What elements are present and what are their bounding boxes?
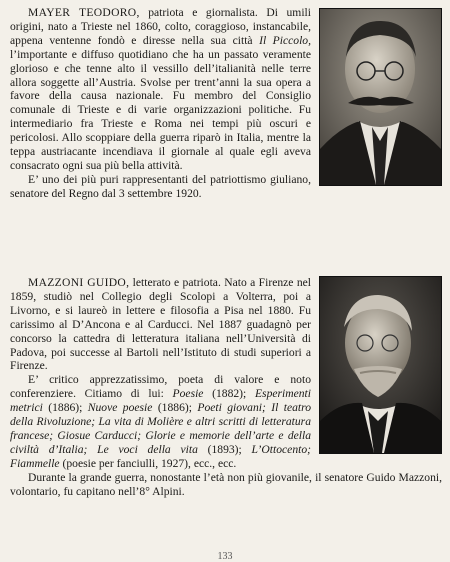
entry-role: letterato e patriota. [129, 276, 221, 289]
portrait-photo-mayer [319, 8, 442, 186]
work-year: (1886); [42, 401, 88, 415]
works-intro: E’ critico apprezzatissimo, poeta di valore e noto conferenziere. Citiamo di lui: [10, 373, 311, 401]
entry-paragraph-2: E’ uno dei più puri rappresentanti del patriottismo giuliano, senatore del Regno dal 3 settembre 1920. [10, 172, 311, 200]
entry-body-cont: l’importante e diffuso quotidiano che ha un passato veramente glorioso e che tenne alto il vessillo dell’italianità nelle terre allora soggette all’Austria. Svolse per trent’anni la sua opera a favore della causa nazionale. Fu membro del Consiglio comunale di Trieste e di varie organizzazioni politiche. Fu intermediario fra Trieste e Roma nei tempi più oscuri e pericolosi. Allo scoppiare della guerra riparò in Italia, mentre la teppa austriacante incendiava il giornale al quale egli aveva consacrato ogni sua più bella attività. [10, 47, 311, 172]
entry-name: MAYER TEODORO, [28, 6, 140, 19]
work-title: Poeti giovani; Il teatro della Rivoluzione; La vita di Molière e altri scritti di letteratura francese; Giosue Carducci; Glorie e memorie dell’arte e della civiltà d’Italia; Le voci della vita [10, 401, 311, 456]
entry-paragraph-3: Durante la grande guerra, nonostante l’età non più giovanile, il senatore Guido Mazzoni, volontario, fu capitano nell’8° Alpini. [10, 470, 442, 498]
work-title: Nuove poesie [87, 401, 153, 415]
newspaper-title: Il Piccolo, [259, 33, 311, 47]
work-title: Poesie [172, 387, 204, 401]
entry-role: patriota e giornalista. [139, 6, 258, 19]
work-title: Esperimenti metrici [10, 387, 311, 415]
work-note: (poesie per fanciulli, 1927), ecc., ecc. [59, 456, 237, 470]
portrait-photo-mazzoni [319, 276, 442, 454]
entry-body: Di umili origini, nato a Trieste nel 1860, colto, coraggioso, instancabile, appena ventenne fondò e diresse nella sua città [10, 6, 311, 47]
entry-name: MAZZONI GUIDO, [28, 276, 130, 289]
work-year: (1882); [203, 387, 255, 401]
entry-mazzoni-guido [10, 276, 442, 499]
work-year: (1893); [197, 442, 252, 456]
entry-body: Nato a Firenze nel 1859, studiò nel Collegio degli Scolopi a Volterra, poi a Livorno, e si laureò in lettere e filosofia a Pisa nel 1880. Fu carissimo al D’Ancona e al Carducci. Nel 1887 guadagnò per concorso la cattedra di letteratura italiana nell’Università di Padova, poi successe al Bartoli nell’Istituto di studi superiori a Firenze. [10, 276, 311, 373]
page-number: 133 [217, 551, 233, 562]
entry-mayer-teodoro [10, 6, 442, 201]
work-year: (1886); [152, 401, 198, 415]
work-title: L’Ottocento; Fiammelle [10, 442, 311, 470]
